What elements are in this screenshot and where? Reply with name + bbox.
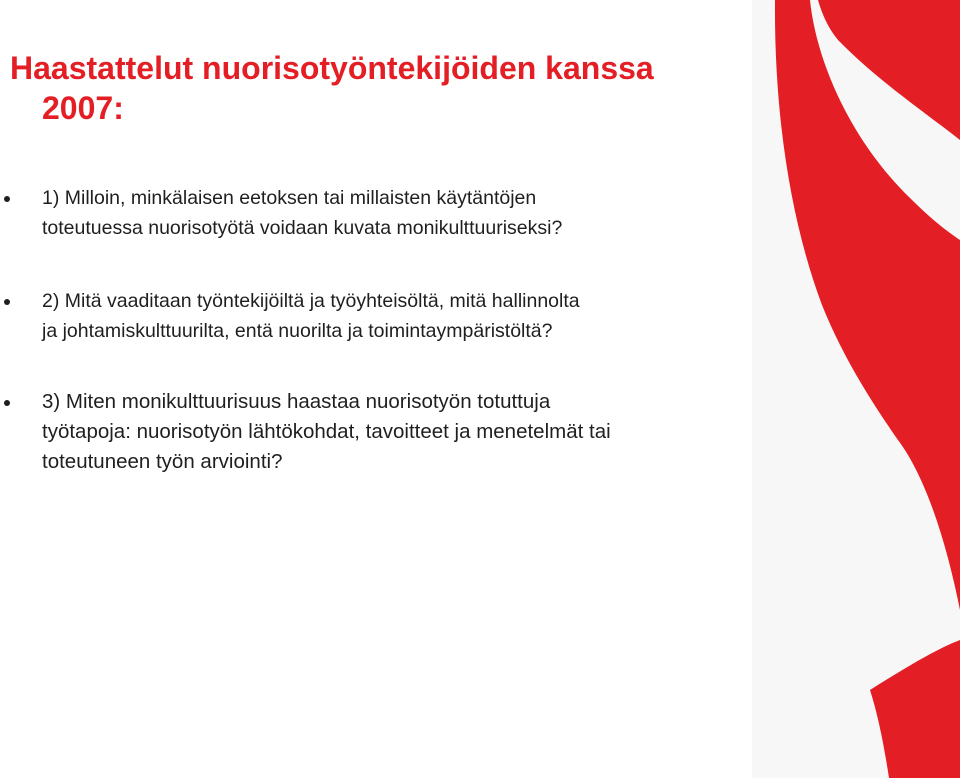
question-3 <box>0 387 740 477</box>
question-3-line-3: toteutuneen työn arviointi? <box>42 450 283 473</box>
bullet-icon <box>4 400 10 406</box>
question-2-line-1: 2) Mitä vaaditaan työntekijöiltä ja työyhteisöltä, mitä hallinnolta <box>42 290 580 312</box>
question-1-line-2: toteutuessa nuorisotyötä voidaan kuvata monikulttuuriseksi? <box>42 217 563 239</box>
red-swoosh-decoration <box>752 0 960 778</box>
question-3-line-1: 3) Miten monikulttuurisuus haastaa nuorisotyön totuttuja <box>42 390 551 413</box>
bullet-icon <box>4 196 10 202</box>
question-2 <box>0 286 740 346</box>
red-swoosh-lower <box>870 640 960 778</box>
question-1-line-1: 1) Milloin, minkälaisen eetoksen tai millaisten käytäntöjen <box>42 187 537 209</box>
slide-title <box>10 48 740 128</box>
bullet-icon <box>4 299 10 305</box>
question-list <box>0 183 740 477</box>
question-1 <box>0 183 740 243</box>
question-3-line-2: työtapoja: nuorisotyön lähtökohdat, tavoitteet ja menetelmät tai <box>42 420 611 443</box>
slide-title-line-2: 2007: <box>42 90 124 126</box>
question-2-line-2: ja johtamiskulttuurilta, entä nuorilta ja toimintaympäristöltä? <box>42 320 553 342</box>
slide-title-line-1: Haastattelut nuorisotyöntekijöiden kanssa <box>10 50 654 86</box>
